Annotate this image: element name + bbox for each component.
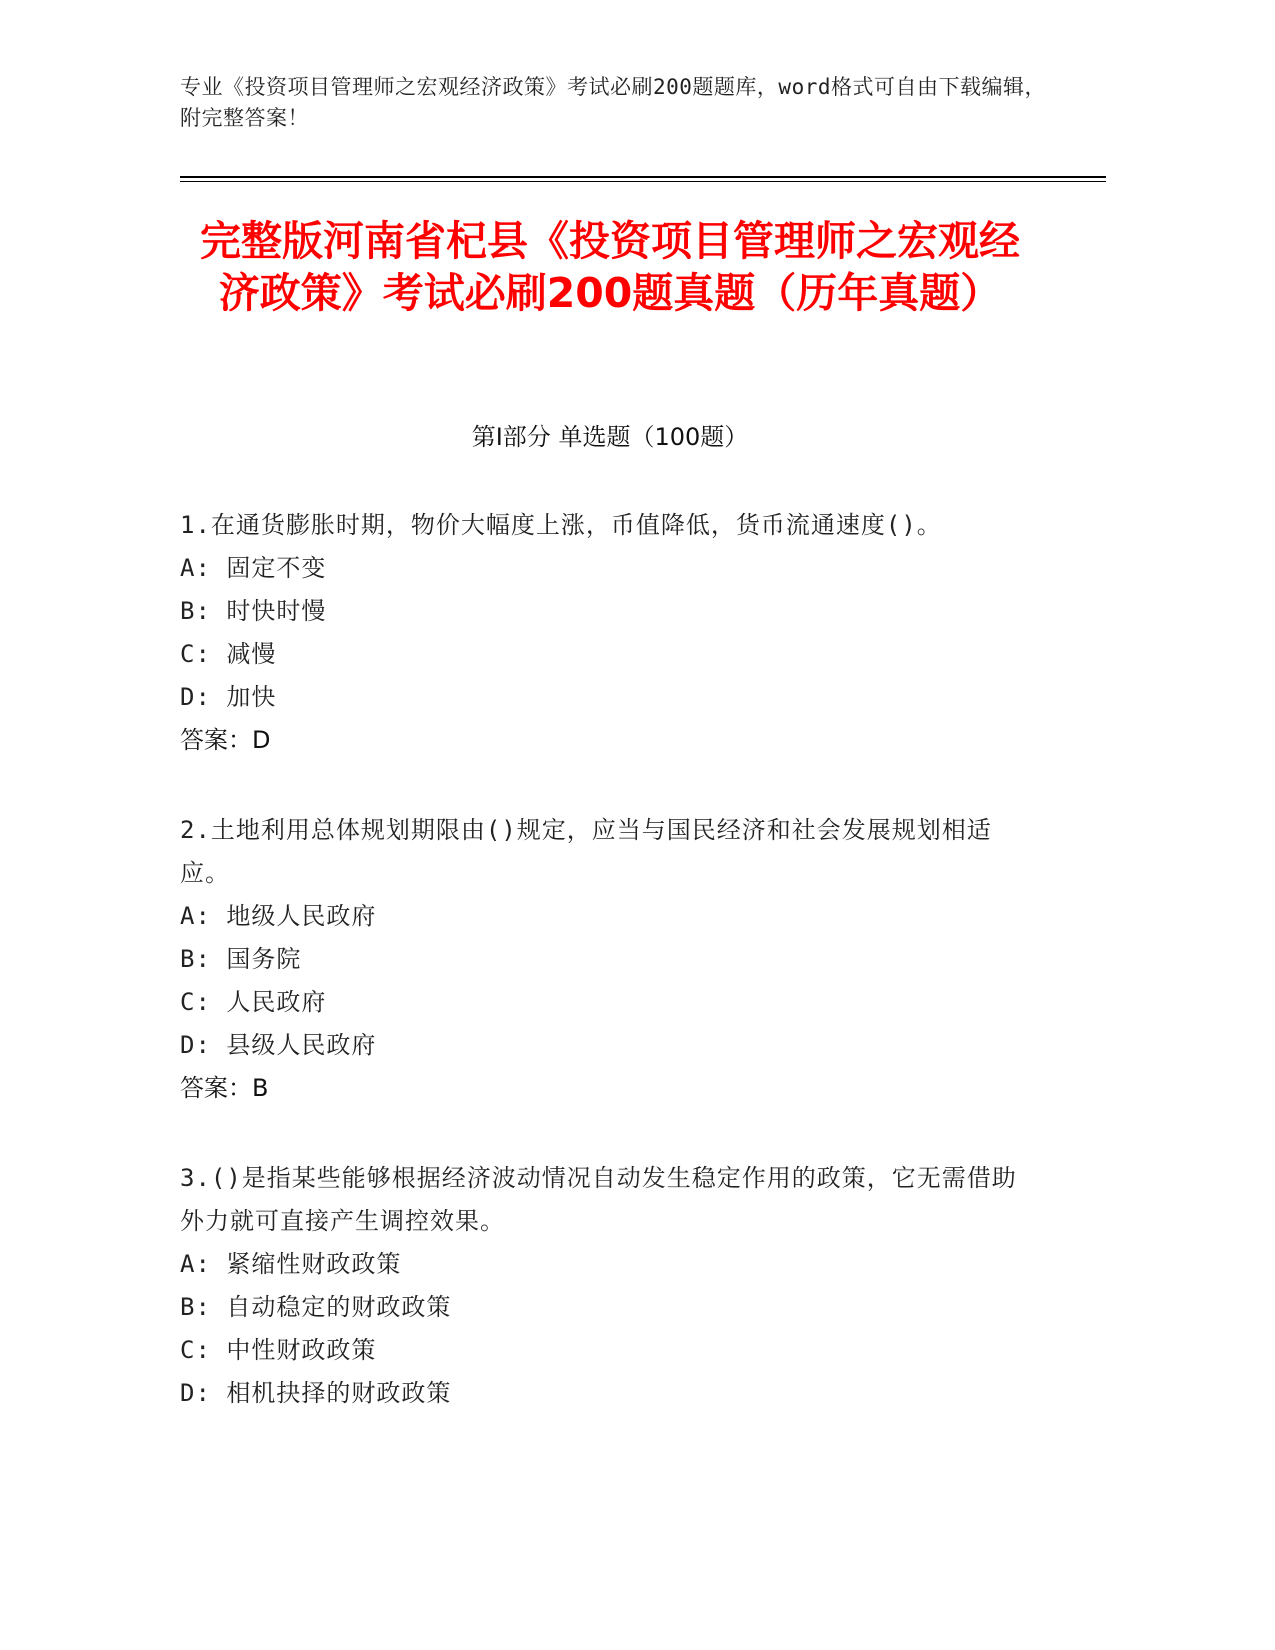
option-a: A: 紧缩性财政政策 [180,1250,402,1278]
question-stem: 2.土地利用总体规划期限由()规定，应当与国民经济和社会发展规划相适应。 [180,816,992,887]
option-c: C: 人民政府 [180,988,327,1016]
header-divider [180,176,1106,178]
intro-text: 专业《投资项目管理师之宏观经济政策》考试必刷200题题库，word格式可自由下载编辑，附完整答案！ [180,75,1046,130]
answer-text: 答案：D [180,726,271,754]
question-1 [180,504,1030,762]
option-b: B: 国务院 [180,945,302,973]
option-d: D: 县级人民政府 [180,1031,377,1059]
question-stem: 1.在通货膨胀时期，物价大幅度上涨，币值降低，货币流通速度()。 [180,511,942,539]
answer-text: 答案：B [180,1074,269,1102]
section-heading: 第I部分 单选题（100题） [471,423,749,451]
header-divider-thin [180,181,1106,182]
option-a: A: 固定不变 [180,554,327,582]
question-2 [180,809,1030,1110]
option-d: D: 加快 [180,683,277,711]
question-stem: 3.()是指某些能够根据经济波动情况自动发生稳定作用的政策，它无需借助外力就可直接产生调控效果。 [180,1164,1017,1235]
question-3 [180,1157,1030,1415]
option-a: A: 地级人民政府 [180,902,377,930]
option-b: B: 自动稳定的财政政策 [180,1293,452,1321]
option-b: B: 时快时慢 [180,597,327,625]
option-c: C: 中性财政政策 [180,1336,377,1364]
document-title: 完整版河南省杞县《投资项目管理师之宏观经济政策》考试必刷200题真题（历年真题） [200,217,1020,317]
option-d: D: 相机抉择的财政政策 [180,1379,452,1407]
option-c: C: 减慢 [180,640,277,668]
